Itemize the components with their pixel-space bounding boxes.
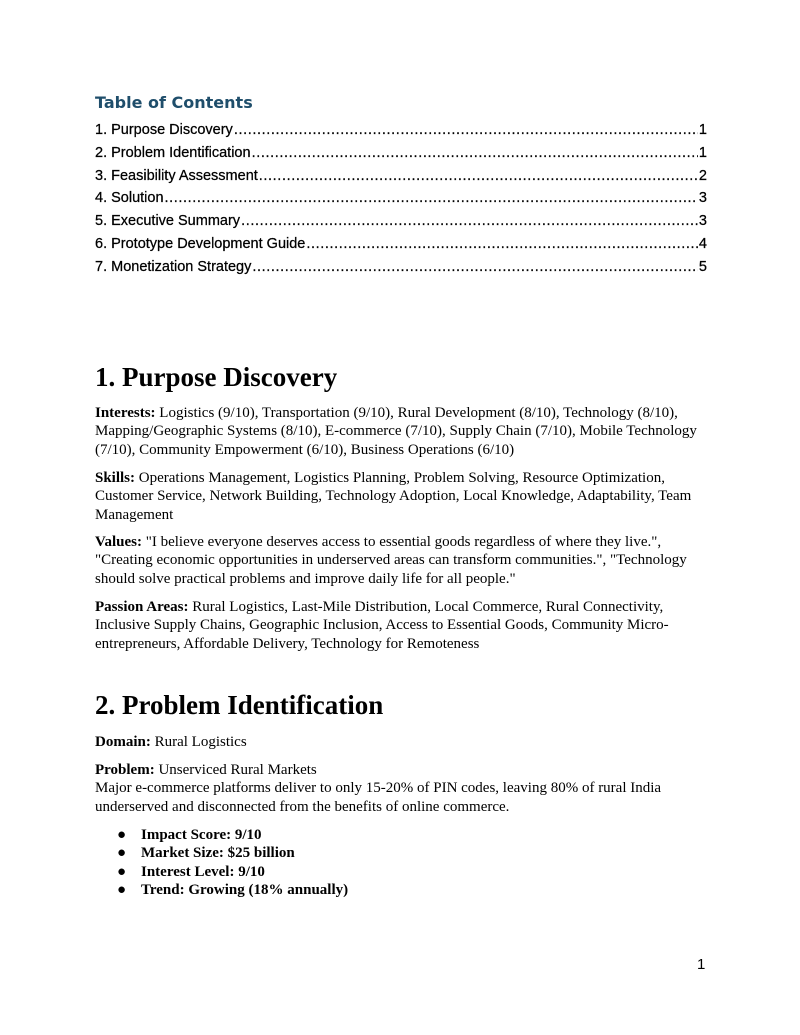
interests-label: Interests:	[95, 405, 156, 421]
toc-entry-page[interactable]: 3	[698, 190, 707, 207]
toc-entry[interactable]	[95, 122, 707, 145]
toc-entry[interactable]	[95, 145, 707, 168]
bullet-icon: ●	[117, 881, 127, 898]
toc-entry[interactable]	[95, 213, 707, 236]
interests-paragraph	[95, 404, 707, 459]
toc-entry[interactable]	[95, 259, 707, 282]
market-size: Market Size: $25 billion	[141, 845, 295, 862]
toc-leader-dots	[306, 236, 698, 252]
toc-title: Table of Contents	[95, 93, 253, 112]
bullet-icon: ●	[117, 845, 127, 862]
problem-description: Major e-commerce platforms deliver to only 15-20% of PIN codes, leaving 80% of rural India underserved and disconnected from the benefits of online commerce.	[95, 780, 662, 815]
toc-entry[interactable]	[95, 190, 707, 213]
toc-leader-dots	[241, 213, 698, 229]
bullet-icon: ●	[117, 863, 127, 880]
skills-text: Operations Management, Logistics Planning, Problem Solving, Resource Optimization, Customer Service, Network Building, Technology Adoption, Local Knowledge, Adaptability, Team Management	[95, 470, 692, 523]
domain-label: Domain:	[95, 734, 151, 750]
domain-text: Rural Logistics	[154, 734, 247, 750]
toc-entry-page[interactable]: 1	[698, 122, 707, 138]
section-heading-purpose-discovery: 1. Purpose Discovery	[95, 362, 338, 392]
table-of-contents	[95, 122, 707, 282]
interests-text: Logistics (9/10), Transportation (9/10), Rural Development (8/10), Technology (8/10), Mapping/Geographic Systems (8/10), E-commerce (7/10), Supply Chain (7/10), Mobile Technology (7/10), Community Empowerment (6/10), Business Operations (6/10)	[95, 405, 697, 458]
impact-score: Impact Score: 9/10	[141, 827, 262, 843]
list-item	[117, 844, 348, 862]
toc-entry-page[interactable]: 1	[698, 144, 707, 161]
passion-areas-text: Rural Logistics, Last-Mile Distribution, Local Commerce, Rural Connectivity, Inclusive Supply Chains, Geographic Inclusion, Access to Essential Goods, Community Micro-entrepreneurs, Affordable Delivery, Technology for Remoteness	[95, 599, 669, 652]
problem-title: Unserviced Rural Markets	[158, 762, 317, 778]
toc-entry-label[interactable]: 1. Purpose Discovery	[95, 122, 233, 138]
problem-paragraph	[95, 761, 707, 816]
page-number: 1	[697, 956, 706, 973]
toc-entry-page[interactable]: 4	[698, 235, 707, 252]
toc-entry-label[interactable]: 2. Problem Identification	[95, 144, 251, 161]
toc-entry[interactable]	[95, 168, 707, 191]
toc-entry-label[interactable]: 6. Prototype Development Guide	[95, 235, 306, 252]
values-text: "I believe everyone deserves access to essential goods regardless of where they live.", "Creating economic opportunities in underserved areas can transform communities.", "Technology should solve practical problems and improve daily life for all people."	[95, 534, 687, 587]
toc-entry-page[interactable]: 2	[698, 167, 707, 184]
passion-areas-label: Passion Areas:	[95, 599, 189, 615]
skills-paragraph	[95, 469, 707, 524]
toc-leader-dots	[252, 145, 698, 161]
problem-metrics-list	[117, 826, 348, 899]
list-item	[117, 881, 348, 899]
toc-entry-page[interactable]: 3	[698, 213, 707, 230]
passion-areas-paragraph	[95, 598, 707, 653]
list-item	[117, 826, 348, 844]
values-paragraph	[95, 533, 707, 588]
toc-entry-label[interactable]: 4. Solution	[95, 190, 164, 207]
domain-paragraph	[95, 733, 707, 751]
toc-leader-dots	[234, 122, 698, 138]
skills-label: Skills:	[95, 470, 136, 486]
values-label: Values:	[95, 534, 142, 550]
toc-leader-dots	[252, 259, 698, 275]
toc-entry-page[interactable]: 5	[698, 258, 707, 275]
toc-entry-label[interactable]: 7. Monetization Strategy	[95, 258, 252, 275]
list-item	[117, 863, 348, 881]
interest-level: Interest Level: 9/10	[141, 863, 265, 880]
toc-entry[interactable]	[95, 236, 707, 259]
section-heading-problem-identification: 2. Problem Identification	[95, 690, 384, 720]
trend: Trend: Growing (18% annually)	[141, 881, 349, 898]
toc-leader-dots	[259, 168, 698, 184]
problem-label: Problem:	[95, 762, 155, 778]
toc-entry-label[interactable]: 3. Feasibility Assessment	[95, 167, 258, 184]
toc-leader-dots	[165, 190, 698, 206]
bullet-icon: ●	[117, 827, 127, 843]
toc-entry-label[interactable]: 5. Executive Summary	[95, 213, 241, 230]
